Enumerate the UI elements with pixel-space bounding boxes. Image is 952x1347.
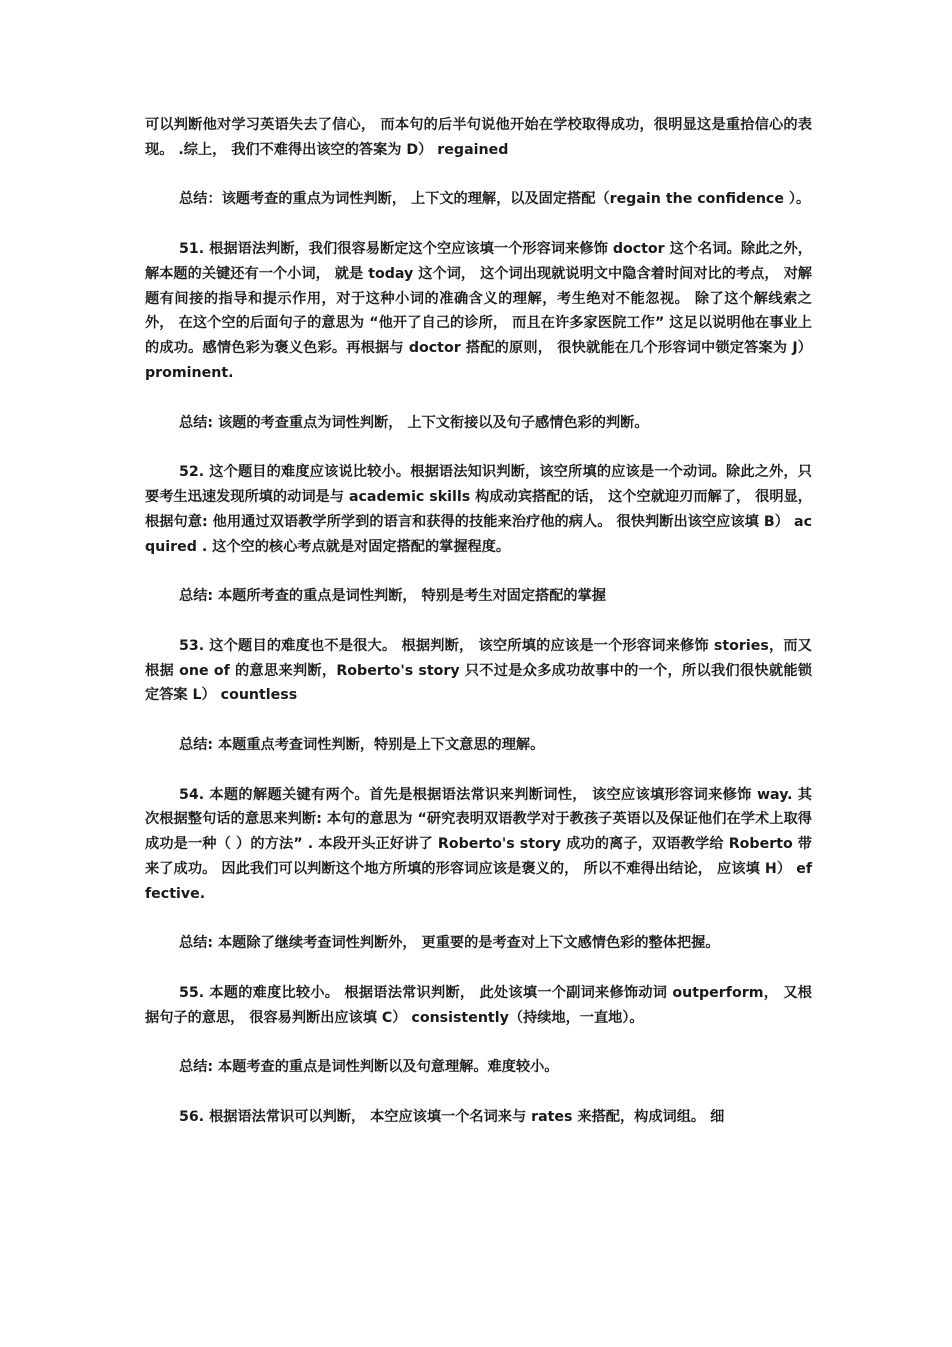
paragraph-question-52: 52. 这个题目的难度应该说比较小。根据语法知识判断，该空所填的应该是一个动词。除此之外，只要考生迅速发现所填的动词是与 academic skills 构成动宾搭配的话， 这个空就迎刃而解了， 很明显，根据句意: 他用通过双语教学所学到的语言和获得的技能来治疗他的病人。 很快判断出该空应该填 B） acquired . 这个空的核心考点就是对固定搭配的掌握程度。 [145,464,812,555]
paragraph-summary-53: 总结: 本题重点考查词性判断，特别是上下文意思的理解。 [179,736,545,753]
paragraph-question-55: 55. 本题的难度比较小。 根据语法常识判断， 此处该填一个副词来修饰动词 outperform， 又根据句子的意思， 很容易判断出应该填 C） consistently（持续地，一直地）。 [145,984,812,1026]
paragraph-summary-50: 总结：该题考查的重点为词性判断， 上下文的理解，以及固定搭配（regain the confidence ）。 [179,191,811,208]
paragraph-question-56: 56. 根据语法常识可以判断， 本空应该填一个名词来与 rates 来搭配，构成词组。 细 [179,1108,725,1125]
paragraph-question-54: 54. 本题的解题关键有两个。首先是根据语法常识来判断词性， 该空应该填形容词来修饰 way. 其次根据整句话的意思来判断: 本句的意思为 “研究表明双语教学对于教孩子英语以及保证他们在学术上取得成功是一种（ ）的方法” . 本段开头正好讲了 Roberto's story 成功的离子，双语教学给 Roberto 带来了成功。 因此我们可以判断这个地方所填的形容词应该是褒义的， 所以不难得出结论， 应该填 H） effective. [145,786,812,902]
paragraph-question-53: 53. 这个题目的难度也不是很大。 根据判断， 该空所填的应该是一个形容词来修饰 stories，而又根据 one of 的意思来判断，Roberto's story 只不过是众多成功故事中的一个，所以我们很快就能锁定答案 L） countless [145,637,812,704]
paragraph-summary-52: 总结: 本题所考查的重点是词性判断， 特别是考生对固定搭配的掌握 [179,588,606,605]
paragraph-summary-51: 总结: 该题的考查重点为词性判断， 上下文衔接以及句子感情色彩的判断。 [179,414,649,431]
document-page [145,113,812,1130]
paragraph-summary-54: 总结: 本题除了继续考查词性判断外， 更重要的是考查对上下文感情色彩的整体把握。 [179,935,720,952]
paragraph-question-51: 51. 根据语法判断，我们很容易断定这个空应该填一个形容词来修饰 doctor 这个名词。除此之外，解本题的关键还有一个小词， 就是 today 这个词， 这个词出现就说明文中隐含着时间对比的考点， 对解题有间接的指导和提示作用，对于这种小词的准确含义的理解，考生绝对不能忽视。 除了这个解线索之外， 在这个空的后面句子的意思为 “他开了自己的诊所， 而且在许多家医院工作” 这足以说明他在事业上的成功。感情色彩为褒义色彩。再根据与 doctor 搭配的原则， 很快就能在几个形容词中锁定答案为 J） prominent. [145,240,812,381]
paragraph-summary-55: 总结: 本题考查的重点是词性判断以及句意理解。难度较小。 [179,1059,559,1076]
paragraph-answer-50-conclusion: 可以判断他对学习英语失去了信心， 而本句的后半句说他开始在学校取得成功，很明显这是重拾信心的表现。 .综上， 我们不难得出该空的答案为 D） regained [145,117,812,158]
